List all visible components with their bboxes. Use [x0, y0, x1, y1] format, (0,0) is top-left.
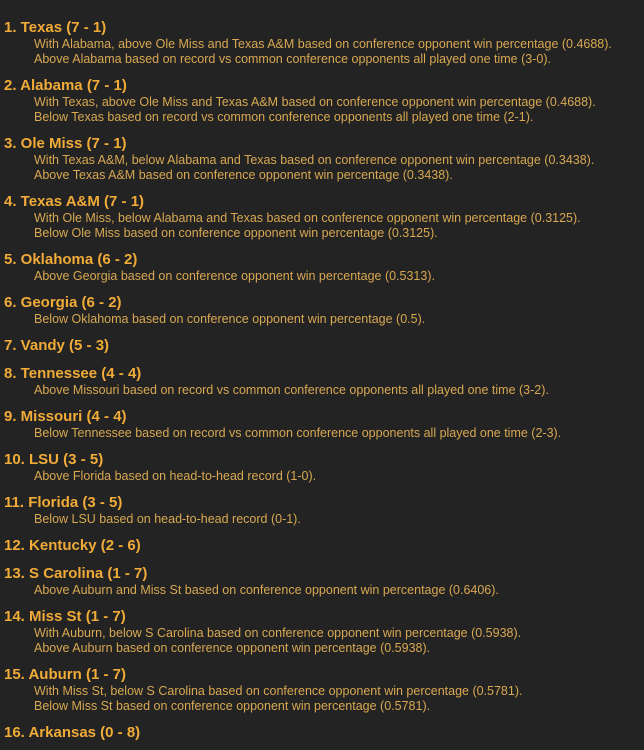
standings-item: [4, 251, 640, 284]
standings-item: [4, 724, 640, 742]
standings-item: [4, 135, 640, 183]
tiebreaker-note: Above Missouri based on record vs common conference opponents all played one time (3-2).: [34, 383, 549, 397]
team-heading: 9. Missouri (4 - 4): [4, 408, 127, 425]
team-heading: 3. Ole Miss (7 - 1): [4, 135, 127, 152]
standings-item: [4, 77, 640, 125]
tiebreaker-note: Below Ole Miss based on conference opponent win percentage (0.3125).: [34, 226, 438, 240]
team-heading: 12. Kentucky (2 - 6): [4, 537, 141, 554]
standings-item: [4, 19, 640, 67]
standings-item: [4, 608, 640, 656]
team-heading: 13. S Carolina (1 - 7): [4, 565, 148, 582]
team-heading: 15. Auburn (1 - 7): [4, 666, 126, 683]
standings-item: [4, 666, 640, 714]
tiebreaker-note: Below Texas based on record vs common conference opponents all played one time (2-1).: [34, 110, 534, 124]
tiebreaker-note: Above Georgia based on conference opponent win percentage (0.5313).: [34, 269, 435, 283]
tiebreaker-note: With Texas, above Ole Miss and Texas A&M based on conference opponent win percentage (0.4688).: [34, 95, 596, 109]
team-heading: 7. Vandy (5 - 3): [4, 337, 110, 354]
standings-item: [4, 494, 640, 527]
tiebreaker-note: Below Miss St based on conference opponent win percentage (0.5781).: [34, 699, 431, 713]
tiebreaker-note: With Alabama, above Ole Miss and Texas A&M based on conference opponent win percentage (0.4688).: [34, 37, 612, 51]
tiebreaker-note: Below Oklahoma based on conference opponent win percentage (0.5).: [34, 312, 426, 326]
tiebreaker-note: With Miss St, below S Carolina based on conference opponent win percentage (0.5781).: [34, 684, 523, 698]
team-heading: 11. Florida (3 - 5): [4, 494, 123, 511]
tiebreaker-note: Above Florida based on head-to-head record (1-0).: [34, 469, 317, 483]
team-heading: 14. Miss St (1 - 7): [4, 608, 126, 625]
team-heading: 5. Oklahoma (6 - 2): [4, 251, 138, 268]
team-heading: 8. Tennessee (4 - 4): [4, 365, 142, 382]
standings-item: [4, 451, 640, 484]
standings-item: [4, 565, 640, 598]
tiebreaker-note: Above Auburn and Miss St based on conference opponent win percentage (0.6406).: [34, 583, 499, 597]
tiebreaker-note: Above Texas A&M based on conference opponent win percentage (0.3438).: [34, 168, 453, 182]
tiebreaker-note: With Ole Miss, below Alabama and Texas based on conference opponent win percentage (0.3125).: [34, 211, 581, 225]
tiebreaker-note: Above Alabama based on record vs common conference opponents all played one time (3-0).: [34, 52, 551, 66]
standings-item: [4, 294, 640, 327]
team-heading: 6. Georgia (6 - 2): [4, 294, 122, 311]
team-heading: 10. LSU (3 - 5): [4, 451, 104, 468]
standings-item: [4, 337, 640, 355]
tiebreaker-note: With Texas A&M, below Alabama and Texas based on conference opponent win percentage (0.3438).: [34, 153, 595, 167]
standings-item: [4, 193, 640, 241]
team-heading: 4. Texas A&M (7 - 1): [4, 193, 145, 210]
standings-item: [4, 408, 640, 441]
team-heading: 2. Alabama (7 - 1): [4, 77, 127, 94]
tiebreaker-note: Above Auburn based on conference opponent win percentage (0.5938).: [34, 641, 431, 655]
team-heading: 16. Arkansas (0 - 8): [4, 724, 141, 741]
tiebreaker-note: Below LSU based on head-to-head record (0-1).: [34, 512, 301, 526]
standings-item: [4, 537, 640, 555]
tiebreaker-note: Below Tennessee based on record vs common conference opponents all played one time (2-3).: [34, 426, 562, 440]
tiebreaker-note: With Auburn, below S Carolina based on conference opponent win percentage (0.5938).: [34, 626, 522, 640]
team-heading: 1. Texas (7 - 1): [4, 19, 107, 36]
standings-item: [4, 365, 640, 398]
